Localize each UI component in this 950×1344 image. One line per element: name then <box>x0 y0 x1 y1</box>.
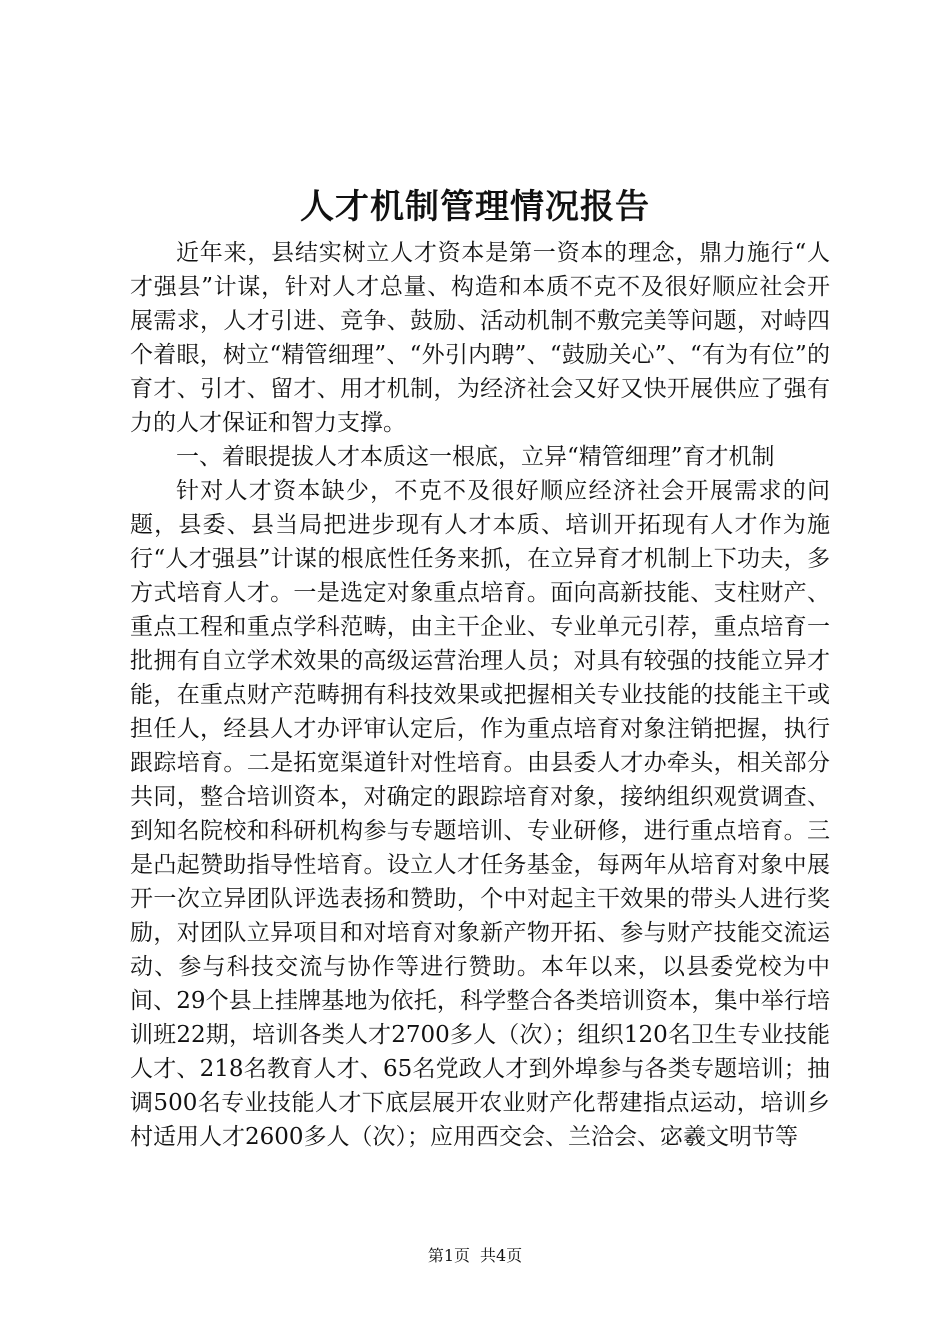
document-body <box>130 236 830 1154</box>
page-footer <box>0 1246 950 1266</box>
page-total: 共4页 <box>480 1246 523 1265</box>
section-heading: 一、着眼提拔人才本质这一根底，立异“精管细理”育才机制 <box>176 444 775 470</box>
page-number: 第1页 <box>427 1246 470 1265</box>
intro-paragraph: 近年来，县结实树立人才资本是第一资本的理念，鼎力施行“人才强县”计谋，针对人才总量、构造和本质不克不及很好顺应社会开展需求，人才引进、竞争、鼓励、活动机制不敷完美等问题，对峙四个着眼，树立“精管细理”、“外引内聘”、“鼓励关心”、“有为有位”的育才、引才、留才、用才机制，为经济社会又好又快开展供应了强有力的人才保证和智力支撑。 <box>130 240 830 436</box>
body-paragraph: 针对人才资本缺少，不克不及很好顺应经济社会开展需求的问题，县委、县当局把进步现有人才本质、培训开拓现有人才作为施行“人才强县”计谋的根底性任务来抓，在立异育才机制上下功夫，多方式培育人才。一是选定对象重点培育。面向高新技能、支柱财产、重点工程和重点学科范畴，由主干企业、专业单元引荐，重点培育一批拥有自立学术效果的高级运营治理人员；对具有较强的技能立异才能，在重点财产范畴拥有科技效果或把握相关专业技能的技能主干或担任人，经县人才办评审认定后，作为重点培育对象注销把握，执行跟踪培育。二是拓宽渠道针对性培育。由县委人才办牵头，相关部分共同，整合培训资本，对确定的跟踪培育对象，接纳组织观赏调查、到知名院校和科研机构参与专题培训、专业研修，进行重点培育。三是凸起赞助指导性培育。设立人才任务基金，每两年从培育对象中展开一次立异团队评选表扬和赞助，个中对起主干效果的带头人进行奖励，对团队立异项目和对培育对象新产物开拓、参与财产技能交流运动、参与科技交流与协作等进行赞助。本年以来，以县委党校为中间、29个县上挂牌基地为依托，科学整合各类培训资本，集中举行培训班22期，培训各类人才2700多人（次）；组织120名卫生专业技能人才、218名教育人才、65名党政人才到外埠参与各类专题培训；抽调500名专业技能人才下底层展开农业财产化帮建指点运动，培训乡村适用人才2600多人（次）；应用西交会、兰洽会、宓羲文明节等 <box>130 478 830 1150</box>
document-title: 人才机制管理情况报告 <box>300 187 650 227</box>
